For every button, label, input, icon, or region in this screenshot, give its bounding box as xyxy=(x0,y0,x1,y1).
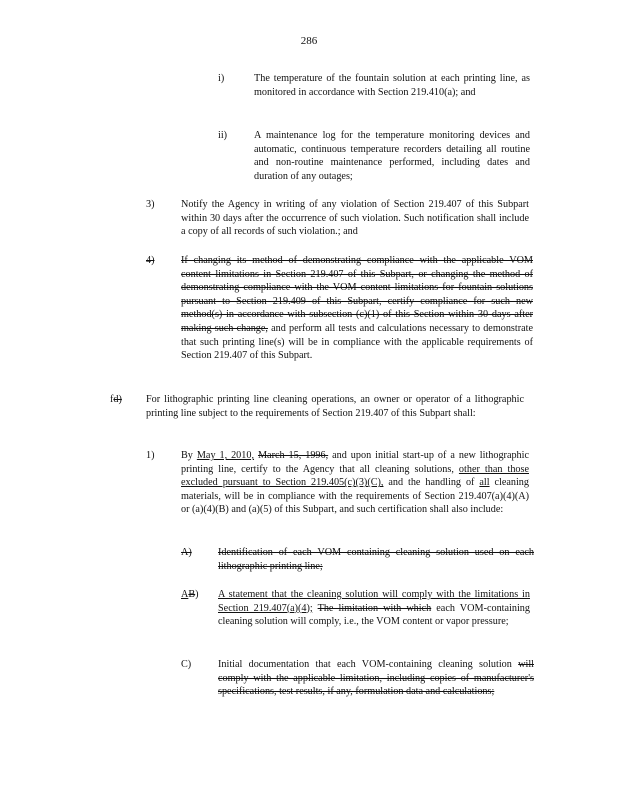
item-f-label-new: f xyxy=(110,394,114,405)
item-B-label-new: A xyxy=(181,589,189,600)
item-1-body xyxy=(181,449,529,517)
item-3-text: Notify the Agency in writing of any violation of Section 219.407 of this Subpart within 30 days after the occurrence of such violation. Such notification shall include a copy of all records of such violation.; and xyxy=(181,199,529,238)
item-B-label-old: B xyxy=(188,589,196,600)
item-1-text-c: and the handling of xyxy=(383,477,480,489)
item-f-text: For lithographic printing line cleaning operations, an owner or operator of a lithographic printing line subject to the requirements of Section 219.407 of this Subpart shall: xyxy=(146,394,524,419)
item-1-text-d: cleaning materials, will be in compliance with the requirements of Section 219.407(a)(4)(A) or (a)(4)(B) and (a)(5) of this Subpart, and such certification shall also include: xyxy=(181,477,529,516)
item-C-label: C) xyxy=(181,659,192,670)
item-A-text: Identification of each VOM containing cleaning solution used on each lithographic printing line; xyxy=(218,547,534,572)
item-C-deleted-text: will comply with the applicable limitation, including copies of manufacturer's specifications, test results, if any, formulation data and calculations; xyxy=(218,659,534,698)
item-3-label: 3) xyxy=(146,199,155,210)
item-1-label: 1) xyxy=(146,450,155,461)
item-1-text-b: and upon initial start-up of a new lithographic printing line, certify to the Agency that all cleaning solutions, xyxy=(181,450,530,475)
item-4-struck-text: If changing its method of demonstrating compliance with the applicable VOM content limitations in Section 219.407 of this Subpart, or changing the method of demonstrating compliance with the VOM content limitations for fountain solutions pursuant to Section 219.409 of this Subpart, certify compliance for such new method(s) in accordance with subsection (c)(1) of this Section within 30 days after making such change, xyxy=(181,255,533,334)
item-ii-text: A maintenance log for the temperature monitoring devices and automatic, continuous temperature recorders detailing all routine and non-routine maintenance performed, including dates and duration of any outages; xyxy=(254,130,530,182)
item-B-text: each VOM-containing cleaning solution will comply, i.e., the VOM content or vapor pressure; xyxy=(218,602,530,628)
page-number: 286 xyxy=(300,35,318,47)
item-B-body xyxy=(218,588,530,629)
item-B-deleted-text: The limitation with which xyxy=(317,602,432,614)
item-1-inserted-all: all xyxy=(479,477,490,489)
item-ii-label: ii) xyxy=(218,130,228,141)
item-B-inserted-text: A statement that the cleaning solution will comply with the limitations in Section 219.407(a)(4); xyxy=(218,589,530,614)
item-C-text: Initial documentation that each VOM-containing cleaning solution xyxy=(218,659,519,670)
item-C-body xyxy=(218,658,534,699)
item-B-label-paren: ) xyxy=(195,589,199,600)
item-f-label-old: d) xyxy=(113,394,122,405)
item-B-label xyxy=(181,588,199,602)
item-4-text: and perform all tests and calculations necessary to demonstrate that such printing line(s) will be in compliance with the applicable requirements of Section 219.407 of this Subpart. xyxy=(181,322,533,362)
item-f-label xyxy=(110,393,122,407)
item-i-text: The temperature of the fountain solution at each printing line, as monitored in accordance with Section 219.410(a); and xyxy=(254,73,530,98)
item-1-inserted-date: May 1, 2010, xyxy=(196,450,255,461)
item-A-label: A) xyxy=(181,547,192,558)
item-1-inserted-exclusion: other than those excluded pursuant to Section 219.405(c)(3)(C), xyxy=(181,463,529,489)
item-4-label: 4) xyxy=(146,255,155,266)
item-i-label: i) xyxy=(218,73,225,84)
item-4-body xyxy=(181,254,533,363)
item-1-deleted-date: March 15, 1996, xyxy=(257,450,329,461)
item-1-text-a: By xyxy=(181,450,197,461)
